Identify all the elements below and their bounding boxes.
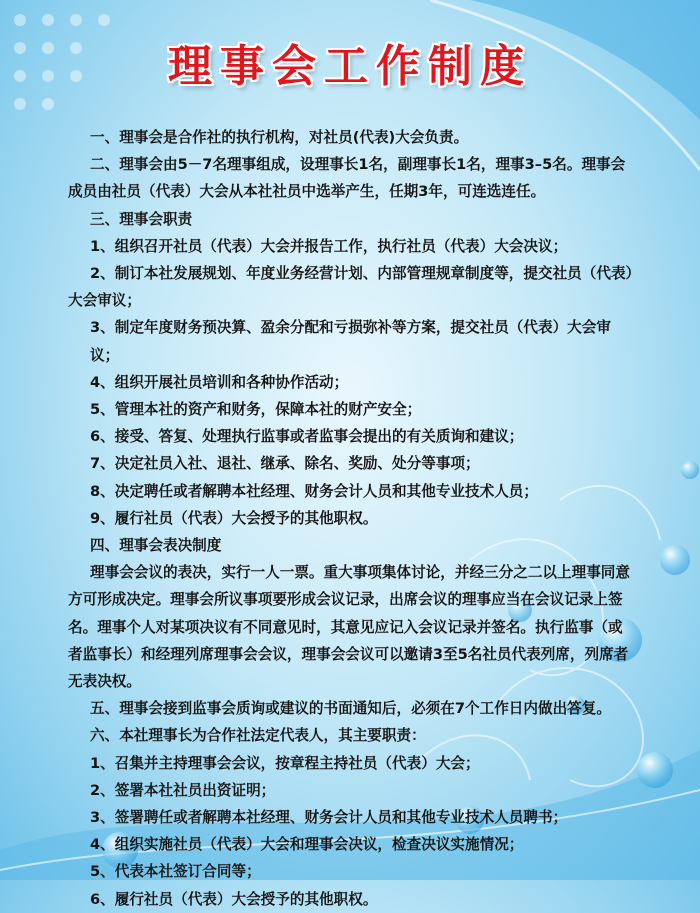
list-item: 1、召集并主持理事会会议，按章程主持社员（代表）大会； <box>90 754 480 772</box>
list-item: 3、制定年度财务预决算、盈余分配和亏损弥补等方案，提交社员（代表）大会审议； <box>90 319 611 364</box>
section-heading-3: 三、理事会职责 <box>90 210 193 228</box>
section-heading-6: 六、本社理事长为合作社法定代表人，其主要职责： <box>90 727 426 745</box>
section-heading-4: 四、理事会表决制度 <box>90 537 222 555</box>
paragraph-2: 二、理事会由5－7名理事组成，设理事长1名，副理事长1名，理事3–5名。理事会成员由社员（代表）大会从本社社员中选举产生，任期3年，可连选连任。 <box>68 156 626 201</box>
regulation-text <box>68 124 635 913</box>
list-item: 3、签署聘任或者解聘本社经理、财务会计人员和其他专业技术人员聘书； <box>90 809 568 827</box>
list-item: 8、决定聘任或者解聘本社经理、财务会计人员和其他专业技术人员； <box>90 482 538 500</box>
list-item: 5、管理本社的资产和财务，保障本社的财产安全； <box>90 401 422 419</box>
list-item: 4、组织实施社员（代表）大会和理事会决议，检查决议实施情况； <box>90 836 524 854</box>
list-item: 6、履行社员（代表）大会授予的其他职权。 <box>90 890 378 908</box>
paragraph-voting: 理事会会议的表决，实行一人一票。重大事项集体讨论，并经三分之二以上理事同意方可形成决定。理事会所议事项要形成会议记录，出席会议的理事应当在会议记录上签名。理事个人对某项决议有不同意见时，其意见应记入会议记录并签名。执行监事（或者监事长）和经理列席理事会会议，理事会会议可以邀请3至5名社员代表列席，列席者无表决权。 <box>68 564 630 691</box>
list-item: 6、接受、答复、处理执行监事或者监事会提出的有关质询和建议； <box>90 428 524 446</box>
paragraph-5: 五、理事会接到监事会质询或建议的书面通知后，必须在7个工作日内做出答复。 <box>90 700 611 718</box>
list-item: 2、制订本社发展规划、年度业务经营计划、内部管理规章制度等，提交社员（代表）大会审议； <box>68 265 633 310</box>
list-item: 4、组织开展社员培训和各种协作活动； <box>90 373 349 391</box>
list-item: 5、代表本社签订合同等； <box>90 863 261 881</box>
list-item: 1、组织召开社员（代表）大会并报告工作，执行社员（代表）大会决议； <box>90 237 568 255</box>
list-item: 7、决定社员入社、退社、继承、除名、奖励、处分等事项； <box>90 455 480 473</box>
list-item: 9、履行社员（代表）大会授予的其他职权。 <box>90 509 378 527</box>
page-title: 理事会工作制度 <box>168 41 532 92</box>
list-item: 2、签署本社社员出资证明； <box>90 781 276 799</box>
paragraph-1: 一、理事会是合作社的执行机构，对社员(代表)大会负责。 <box>90 129 469 146</box>
